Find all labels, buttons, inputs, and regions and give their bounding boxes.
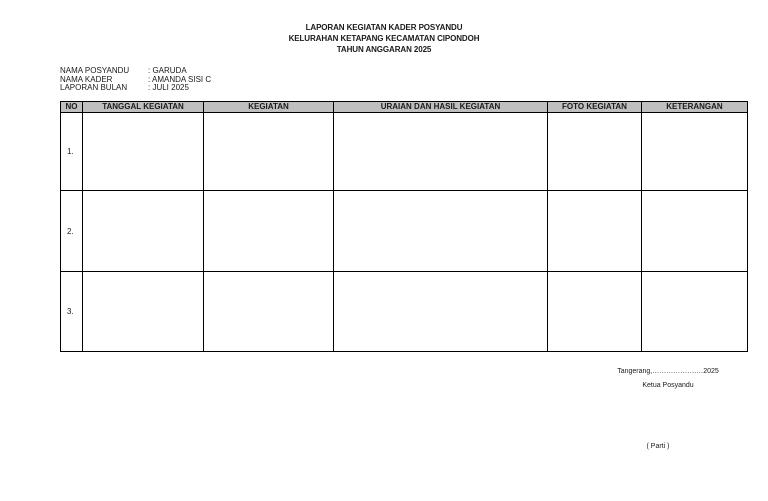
cell-kegiatan: [204, 191, 334, 272]
report-title: [0, 22, 768, 55]
column-header-kegiatan: KEGIATAN: [204, 102, 334, 113]
cell-tanggal: [83, 191, 204, 272]
cell-uraian: [334, 272, 548, 352]
info-bulan: [60, 84, 211, 93]
title-line-1: LAPORAN KEGIATAN KADER POSYANDU: [305, 23, 463, 32]
cell-foto: [548, 272, 642, 352]
column-header-foto: FOTO KEGIATAN: [548, 102, 642, 113]
cell-no: 3.: [61, 272, 83, 352]
table-row: [61, 272, 748, 352]
info-posyandu-value: : GARUDA: [148, 66, 187, 75]
info-bulan-label: LAPORAN BULAN: [60, 83, 128, 93]
report-table: [60, 101, 748, 352]
cell-no: 2.: [61, 191, 83, 272]
table-row: [61, 191, 748, 272]
title-line-2: KELURAHAN KETAPANG KECAMATAN CIPONDOH: [288, 34, 480, 43]
column-header-uraian: URAIAN DAN HASIL KEGIATAN: [334, 102, 548, 113]
info-kader-label: NAMA KADER: [60, 74, 113, 84]
signature-place-date: Tangerang,……………….…2025: [617, 368, 719, 375]
signature-name: ( Parti ): [646, 443, 670, 450]
cell-tanggal: [83, 272, 204, 352]
table-header-row: [61, 102, 748, 113]
cell-kegiatan: [204, 113, 334, 191]
column-header-keterangan: KETERANGAN: [642, 102, 748, 113]
cell-uraian: [334, 191, 548, 272]
cell-tanggal: [83, 113, 204, 191]
cell-foto: [548, 191, 642, 272]
cell-keterangan: [642, 191, 748, 272]
table-row: [61, 113, 748, 191]
info-kader-value: : AMANDA SISI C: [148, 74, 212, 84]
cell-foto: [548, 113, 642, 191]
cell-uraian: [334, 113, 548, 191]
info-posyandu-label: NAMA POSYANDU: [60, 66, 130, 75]
cell-no: 1.: [61, 113, 83, 191]
cell-keterangan: [642, 113, 748, 191]
cell-keterangan: [642, 272, 748, 352]
column-header-tanggal: TANGGAL KEGIATAN: [83, 102, 204, 113]
info-bulan-value: : JULI 2025: [148, 83, 189, 93]
column-header-no: NO: [61, 102, 83, 113]
report-info: [60, 67, 211, 93]
cell-kegiatan: [204, 272, 334, 352]
title-line-3: TAHUN ANGGARAN 2025: [336, 45, 432, 54]
signature-role: Ketua Posyandu: [642, 382, 694, 389]
